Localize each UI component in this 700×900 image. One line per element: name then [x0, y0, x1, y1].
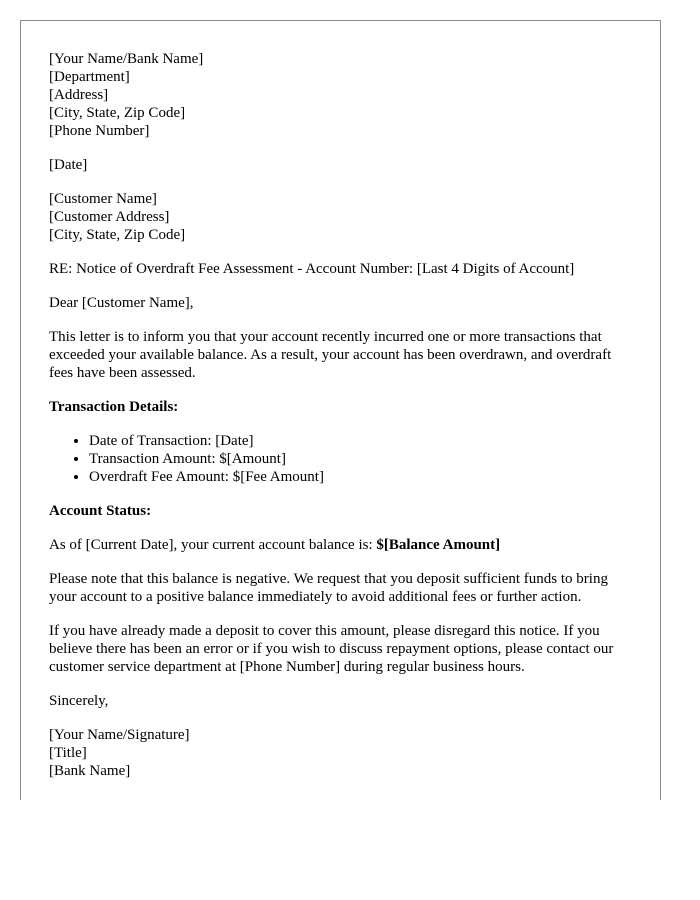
account-status-heading: Account Status:	[49, 503, 152, 519]
recipient-city-state-zip: [City, State, Zip Code]	[49, 227, 186, 243]
recipient-address-block	[49, 190, 632, 244]
letter-date: [Date]	[49, 157, 88, 173]
list-item-transaction-amount: • Transaction Amount: $[Amount]	[89, 450, 632, 468]
date-block	[49, 156, 632, 174]
negative-balance-paragraph: Please note that this balance is negative. We request that you deposit sufficient funds to bring your account to a positive balance immediately to avoid additional fees or further action.	[49, 571, 608, 605]
sender-address-block	[49, 50, 632, 140]
transaction-details-heading: Transaction Details:	[49, 399, 179, 415]
balance-prefix: As of [Current Date], your current account balance is:	[49, 537, 377, 553]
balance-statement	[49, 536, 632, 554]
recipient-name: [Customer Name]	[49, 191, 157, 207]
sender-department: [Department]	[49, 69, 130, 85]
signature-block	[49, 726, 632, 780]
list-item-transaction-date: • Date of Transaction: [Date]	[89, 432, 632, 450]
closing: Sincerely,	[49, 693, 109, 709]
subject-line: RE: Notice of Overdraft Fee Assessment - Account Number: [Last 4 Digits of Account]	[49, 261, 575, 277]
balance-amount: $[Balance Amount]	[376, 537, 501, 553]
list-item-overdraft-fee: • Overdraft Fee Amount: $[Fee Amount]	[89, 468, 632, 486]
recipient-address: [Customer Address]	[49, 209, 170, 225]
deposit-paragraph: If you have already made a deposit to cover this amount, please disregard this notice. If you believe there has been an error or if you wish to discuss repayment options, please contact our customer service department at [Phone Number] during regular business hours.	[49, 623, 614, 675]
salutation: Dear [Customer Name],	[49, 295, 194, 311]
signature-title: [Title]	[49, 745, 87, 761]
letter-page	[20, 20, 661, 800]
signature-bank: [Bank Name]	[49, 763, 131, 779]
transaction-details-list	[49, 432, 632, 486]
sender-phone: [Phone Number]	[49, 123, 150, 139]
intro-paragraph: This letter is to inform you that your account recently incurred one or more transactions that exceeded your available balance. As a result, your account has been overdrawn, and overdraft fees have been assessed.	[49, 329, 612, 381]
sender-name: [Your Name/Bank Name]	[49, 51, 204, 67]
signature-name: [Your Name/Signature]	[49, 727, 190, 743]
sender-address: [Address]	[49, 87, 109, 103]
sender-city-state-zip: [City, State, Zip Code]	[49, 105, 186, 121]
